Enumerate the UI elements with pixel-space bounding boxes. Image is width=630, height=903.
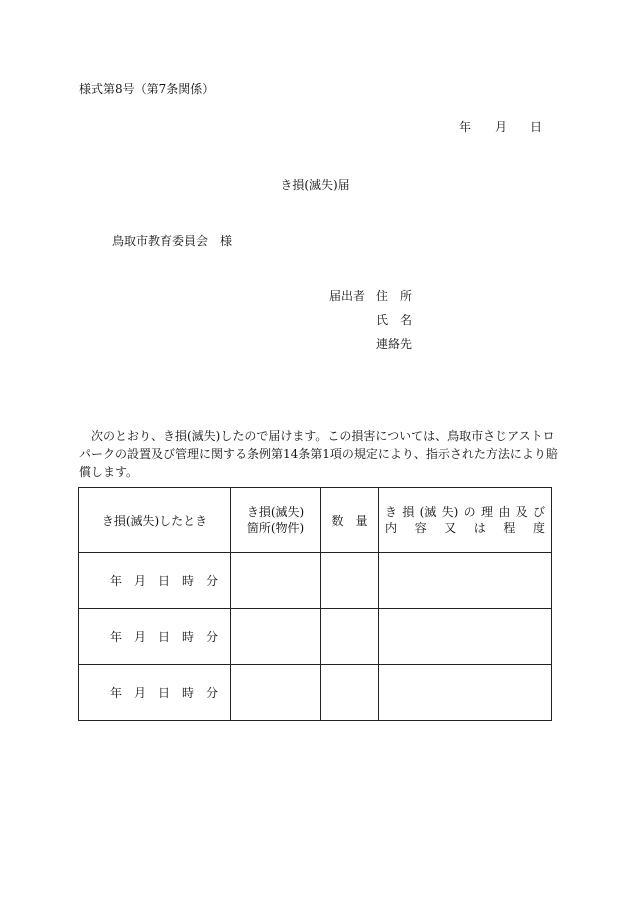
header-char: 失) — [441, 505, 459, 519]
body-line: 償します。 — [79, 465, 139, 479]
header-char: の — [463, 505, 476, 519]
header-char: 度 — [532, 521, 545, 535]
header-char: 損 — [402, 505, 415, 519]
unit-day: 日 — [157, 686, 170, 700]
unit-hour: 時 — [181, 574, 194, 588]
header-when: き損(滅失)したとき — [79, 488, 231, 553]
unit-year: 年 — [109, 574, 122, 588]
unit-year: 年 — [109, 686, 122, 700]
header-char: 及 — [515, 505, 528, 519]
body-line: パークの設置及び管理に関する条例第14条第1項の規定により、指示された方法により賠 — [79, 447, 558, 461]
date-day-label: 日 — [530, 120, 543, 134]
unit-day: 日 — [157, 630, 170, 644]
header-char: び — [532, 505, 545, 519]
quantity-cell[interactable] — [321, 609, 379, 665]
location-cell[interactable] — [231, 553, 321, 609]
header-char: は — [473, 521, 486, 535]
unit-day: 日 — [157, 574, 170, 588]
unit-minute: 分 — [205, 630, 218, 644]
unit-hour: 時 — [181, 686, 194, 700]
reason-cell[interactable] — [379, 553, 552, 609]
header-char: 内 — [385, 521, 398, 535]
header-char: 容 — [414, 521, 427, 535]
header-char: 由 — [498, 505, 511, 519]
quantity-cell[interactable] — [321, 553, 379, 609]
header-reason-line1 — [379, 504, 551, 520]
header-char: (滅 — [419, 505, 437, 519]
reason-cell[interactable] — [379, 609, 552, 665]
header-location-line1: き損(滅失) — [246, 505, 305, 519]
header-reason-line2 — [379, 520, 551, 536]
unit-month: 月 — [133, 686, 146, 700]
unit-hour: 時 — [181, 630, 194, 644]
unit-month: 月 — [133, 574, 146, 588]
header-char: 又 — [444, 521, 457, 535]
table-row — [79, 553, 552, 609]
header-char: き — [385, 505, 398, 519]
table-header-row — [79, 488, 552, 553]
header-char: 理 — [480, 505, 493, 519]
table-row — [79, 609, 552, 665]
header-location-line2: 箇所(物件) — [246, 521, 305, 535]
header-char: 程 — [503, 521, 516, 535]
when-cell — [79, 553, 231, 609]
address-label: 住 所 — [376, 289, 413, 303]
unit-year: 年 — [109, 630, 122, 644]
recipient: 鳥取市教育委員会 様 — [112, 234, 233, 248]
unit-month: 月 — [133, 630, 146, 644]
header-reason — [379, 488, 552, 553]
when-cell — [79, 665, 231, 721]
unit-minute: 分 — [205, 574, 218, 588]
location-cell[interactable] — [231, 665, 321, 721]
notifier-label: 届出者 — [329, 289, 366, 303]
table-row — [79, 665, 552, 721]
body-text — [79, 427, 558, 481]
date-year-label: 年 — [459, 120, 472, 134]
quantity-cell[interactable] — [321, 665, 379, 721]
date-month-label: 月 — [495, 120, 508, 134]
name-label: 氏 名 — [376, 313, 413, 327]
form-number: 様式第8号（第7条関係） — [79, 82, 215, 96]
header-location — [231, 488, 321, 553]
damage-table — [78, 487, 552, 721]
location-cell[interactable] — [231, 609, 321, 665]
unit-minute: 分 — [205, 686, 218, 700]
body-line: 次のとおり、き損(滅失)したので届けます。この損害については、鳥取市さじアストロ — [79, 429, 555, 443]
when-cell — [79, 609, 231, 665]
page-title: き損(滅失)届 — [280, 178, 350, 192]
contact-label: 連絡先 — [376, 337, 413, 351]
reason-cell[interactable] — [379, 665, 552, 721]
header-quantity: 数 量 — [321, 488, 379, 553]
